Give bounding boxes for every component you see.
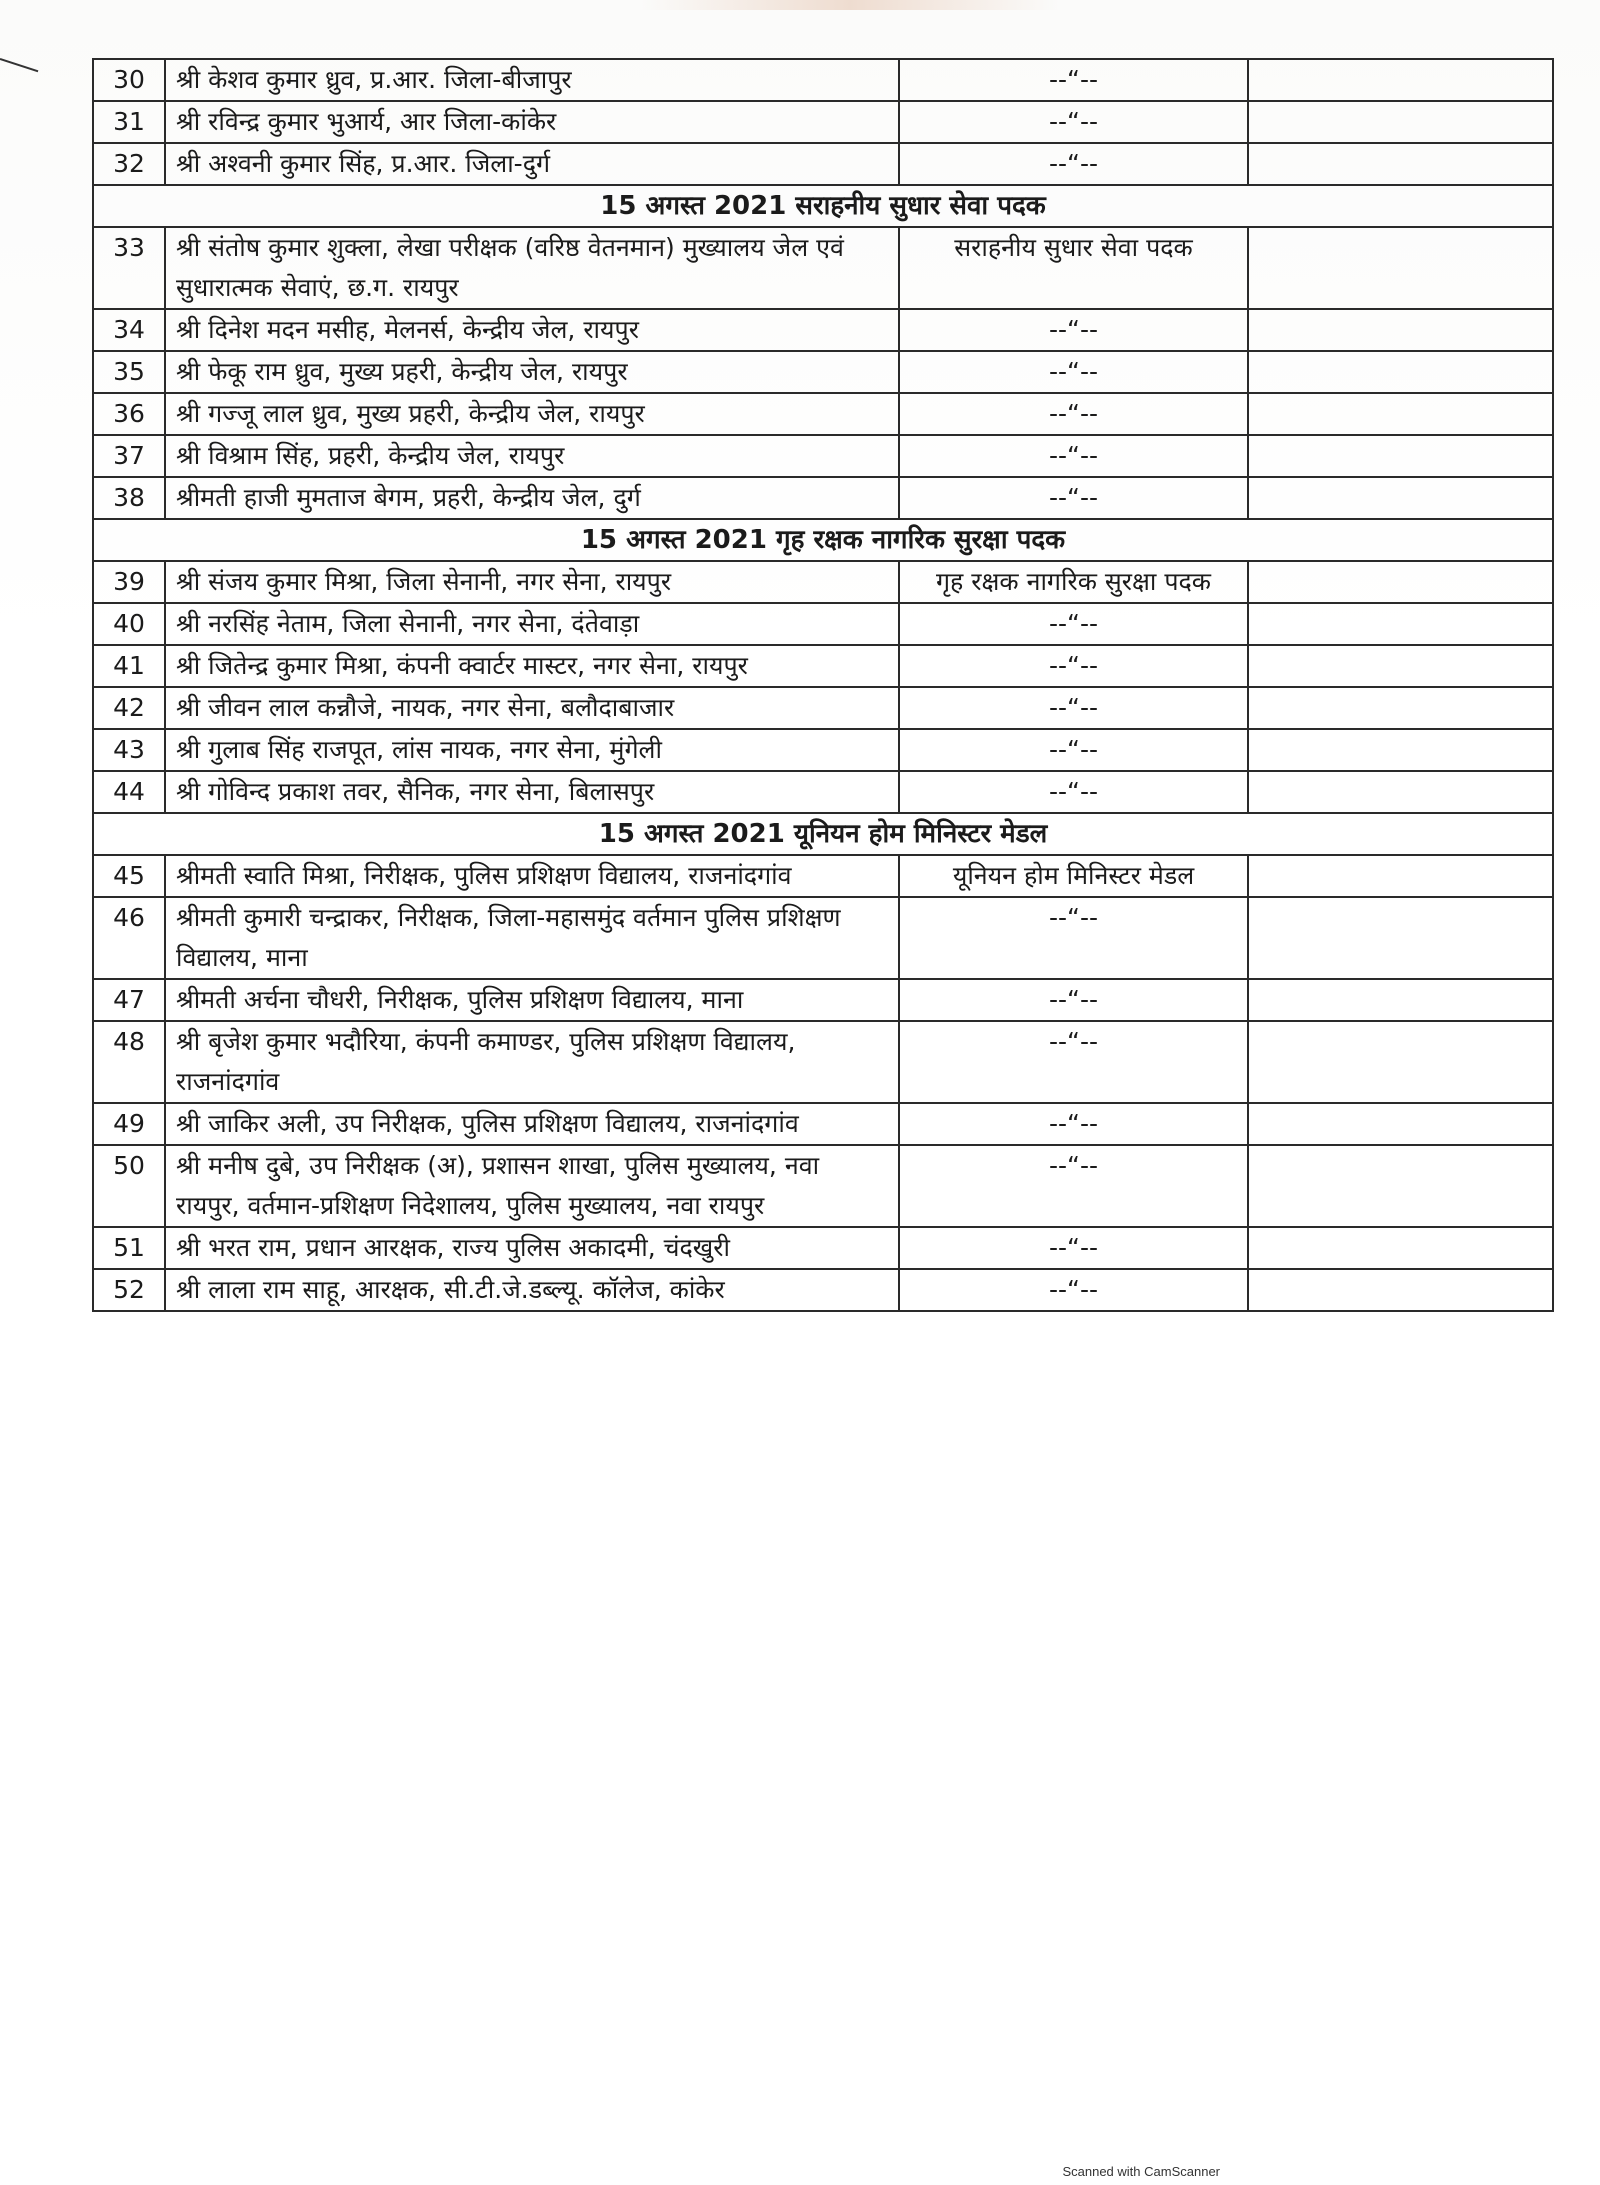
serial-number-cell: 43	[93, 729, 165, 771]
name-designation-cell: श्री गुलाब सिंह राजपूत, लांस नायक, नगर सेना, मुंगेली	[165, 729, 899, 771]
name-designation-cell: श्रीमती स्वाति मिश्रा, निरीक्षक, पुलिस प्रशिक्षण विद्यालय, राजनांदगांव	[165, 855, 899, 897]
name-designation-cell: श्री केशव कुमार ध्रुव, प्र.आर. जिला-बीजापुर	[165, 59, 899, 101]
remarks-cell	[1248, 897, 1553, 979]
table-row	[93, 309, 1553, 351]
serial-number-cell: 39	[93, 561, 165, 603]
serial-number-cell: 30	[93, 59, 165, 101]
table-row	[93, 645, 1553, 687]
name-designation-cell: श्री फेकू राम ध्रुव, मुख्य प्रहरी, केन्द्रीय जेल, रायपुर	[165, 351, 899, 393]
remarks-cell	[1248, 561, 1553, 603]
name-designation-cell: श्री अश्वनी कुमार सिंह, प्र.आर. जिला-दुर्ग	[165, 143, 899, 185]
serial-number-cell: 40	[93, 603, 165, 645]
remarks-cell	[1248, 309, 1553, 351]
name-designation-cell: श्री दिनेश मदन मसीह, मेलनर्स, केन्द्रीय जेल, रायपुर	[165, 309, 899, 351]
serial-number-cell: 37	[93, 435, 165, 477]
remarks-cell	[1248, 645, 1553, 687]
serial-number-cell: 36	[93, 393, 165, 435]
medal-cell: --“--	[899, 1227, 1248, 1269]
medal-cell: --“--	[899, 309, 1248, 351]
remarks-cell	[1248, 435, 1553, 477]
name-designation-cell: श्री भरत राम, प्रधान आरक्षक, राज्य पुलिस अकादमी, चंदखुरी	[165, 1227, 899, 1269]
medal-cell: --“--	[899, 1021, 1248, 1103]
remarks-cell	[1248, 227, 1553, 309]
name-designation-cell: श्री लाला राम साहू, आरक्षक, सी.टी.जे.डब्ल्यू. कॉलेज, कांकेर	[165, 1269, 899, 1311]
remarks-cell	[1248, 59, 1553, 101]
serial-number-cell: 44	[93, 771, 165, 813]
medal-cell: गृह रक्षक नागरिक सुरक्षा पदक	[899, 561, 1248, 603]
remarks-cell	[1248, 1103, 1553, 1145]
medal-cell: --“--	[899, 729, 1248, 771]
section-heading: 15 अगस्त 2021 सराहनीय सुधार सेवा पदक	[93, 185, 1553, 227]
name-designation-cell: श्री जाकिर अली, उप निरीक्षक, पुलिस प्रशिक्षण विद्यालय, राजनांदगांव	[165, 1103, 899, 1145]
name-designation-cell: श्री संजय कुमार मिश्रा, जिला सेनानी, नगर सेना, रायपुर	[165, 561, 899, 603]
table-row	[93, 979, 1553, 1021]
medal-cell: --“--	[899, 351, 1248, 393]
medal-cell: सराहनीय सुधार सेवा पदक	[899, 227, 1248, 309]
medal-cell: यूनियन होम मिनिस्टर मेडल	[899, 855, 1248, 897]
table-row	[93, 561, 1553, 603]
table-row	[93, 603, 1553, 645]
section-heading-row	[93, 185, 1553, 227]
table-row	[93, 1269, 1553, 1311]
name-designation-cell: श्रीमती हाजी मुमताज बेगम, प्रहरी, केन्द्रीय जेल, दुर्ग	[165, 477, 899, 519]
section-heading: 15 अगस्त 2021 यूनियन होम मिनिस्टर मेडल	[93, 813, 1553, 855]
section-heading-row	[93, 813, 1553, 855]
remarks-cell	[1248, 1145, 1553, 1227]
table-row	[93, 143, 1553, 185]
medal-cell: --“--	[899, 1145, 1248, 1227]
name-designation-cell: श्री मनीष दुबे, उप निरीक्षक (अ), प्रशासन शाखा, पुलिस मुख्यालय, नवा रायपुर, वर्तमान-प्रशिक्षण निदेशालय, पुलिस मुख्यालय, नवा रायपुर	[165, 1145, 899, 1227]
serial-number-cell: 51	[93, 1227, 165, 1269]
name-designation-cell: श्रीमती कुमारी चन्द्राकर, निरीक्षक, जिला-महासमुंद वर्तमान पुलिस प्रशिक्षण विद्यालय, माना	[165, 897, 899, 979]
table-row	[93, 435, 1553, 477]
medal-cell: --“--	[899, 477, 1248, 519]
table-row	[93, 59, 1553, 101]
serial-number-cell: 45	[93, 855, 165, 897]
serial-number-cell: 34	[93, 309, 165, 351]
remarks-cell	[1248, 143, 1553, 185]
serial-number-cell: 48	[93, 1021, 165, 1103]
name-designation-cell: श्री जीवन लाल कन्नौजे, नायक, नगर सेना, बलौदाबाजार	[165, 687, 899, 729]
table-row	[93, 855, 1553, 897]
medal-cell: --“--	[899, 645, 1248, 687]
medal-cell: --“--	[899, 1269, 1248, 1311]
medal-cell: --“--	[899, 435, 1248, 477]
medal-cell: --“--	[899, 771, 1248, 813]
table-row	[93, 897, 1553, 979]
name-designation-cell: श्री बृजेश कुमार भदौरिया, कंपनी कमाण्डर, पुलिस प्रशिक्षण विद्यालय, राजनांदगांव	[165, 1021, 899, 1103]
serial-number-cell: 32	[93, 143, 165, 185]
medal-cell: --“--	[899, 393, 1248, 435]
table-row	[93, 101, 1553, 143]
table-row	[93, 393, 1553, 435]
serial-number-cell: 52	[93, 1269, 165, 1311]
name-designation-cell: श्री जितेन्द्र कुमार मिश्रा, कंपनी क्वार्टर मास्टर, नगर सेना, रायपुर	[165, 645, 899, 687]
remarks-cell	[1248, 771, 1553, 813]
serial-number-cell: 46	[93, 897, 165, 979]
serial-number-cell: 42	[93, 687, 165, 729]
table-row	[93, 1145, 1553, 1227]
name-designation-cell: श्री रविन्द्र कुमार भुआर्य, आर जिला-कांकेर	[165, 101, 899, 143]
remarks-cell	[1248, 351, 1553, 393]
remarks-cell	[1248, 1227, 1553, 1269]
name-designation-cell: श्री विश्राम सिंह, प्रहरी, केन्द्रीय जेल, रायपुर	[165, 435, 899, 477]
serial-number-cell: 47	[93, 979, 165, 1021]
table-row	[93, 729, 1553, 771]
scan-edge-shadow	[640, 0, 1060, 10]
medal-cell: --“--	[899, 143, 1248, 185]
table-row	[93, 1103, 1553, 1145]
serial-number-cell: 38	[93, 477, 165, 519]
medal-cell: --“--	[899, 897, 1248, 979]
remarks-cell	[1248, 477, 1553, 519]
scanner-watermark: Scanned with CamScanner	[1062, 2164, 1220, 2179]
medal-cell: --“--	[899, 101, 1248, 143]
medal-cell: --“--	[899, 1103, 1248, 1145]
name-designation-cell: श्रीमती अर्चना चौधरी, निरीक्षक, पुलिस प्रशिक्षण विद्यालय, माना	[165, 979, 899, 1021]
table-row	[93, 771, 1553, 813]
medal-cell: --“--	[899, 59, 1248, 101]
section-heading-row	[93, 519, 1553, 561]
remarks-cell	[1248, 687, 1553, 729]
medal-cell: --“--	[899, 979, 1248, 1021]
medal-cell: --“--	[899, 687, 1248, 729]
table-row	[93, 687, 1553, 729]
table-row	[93, 351, 1553, 393]
serial-number-cell: 33	[93, 227, 165, 309]
name-designation-cell: श्री नरसिंह नेताम, जिला सेनानी, नगर सेना, दंतेवाड़ा	[165, 603, 899, 645]
remarks-cell	[1248, 393, 1553, 435]
award-list-body	[93, 59, 1553, 1311]
name-designation-cell: श्री संतोष कुमार शुक्ला, लेखा परीक्षक (वरिष्ठ वेतनमान) मुख्यालय जेल एवं सुधारात्मक सेवाएं, छ.ग. रायपुर	[165, 227, 899, 309]
section-heading: 15 अगस्त 2021 गृह रक्षक नागरिक सुरक्षा पदक	[93, 519, 1553, 561]
remarks-cell	[1248, 101, 1553, 143]
serial-number-cell: 31	[93, 101, 165, 143]
remarks-cell	[1248, 979, 1553, 1021]
table-row	[93, 477, 1553, 519]
remarks-cell	[1248, 603, 1553, 645]
remarks-cell	[1248, 1021, 1553, 1103]
serial-number-cell: 49	[93, 1103, 165, 1145]
name-designation-cell: श्री गज्जू लाल ध्रुव, मुख्य प्रहरी, केन्द्रीय जेल, रायपुर	[165, 393, 899, 435]
serial-number-cell: 35	[93, 351, 165, 393]
name-designation-cell: श्री गोविन्द प्रकाश तवर, सैनिक, नगर सेना, बिलासपुर	[165, 771, 899, 813]
remarks-cell	[1248, 855, 1553, 897]
medal-cell: --“--	[899, 603, 1248, 645]
table-row	[93, 1021, 1553, 1103]
table-row	[93, 1227, 1553, 1269]
serial-number-cell: 41	[93, 645, 165, 687]
remarks-cell	[1248, 729, 1553, 771]
table-row	[93, 227, 1553, 309]
award-list-table	[92, 58, 1554, 1312]
remarks-cell	[1248, 1269, 1553, 1311]
serial-number-cell: 50	[93, 1145, 165, 1227]
